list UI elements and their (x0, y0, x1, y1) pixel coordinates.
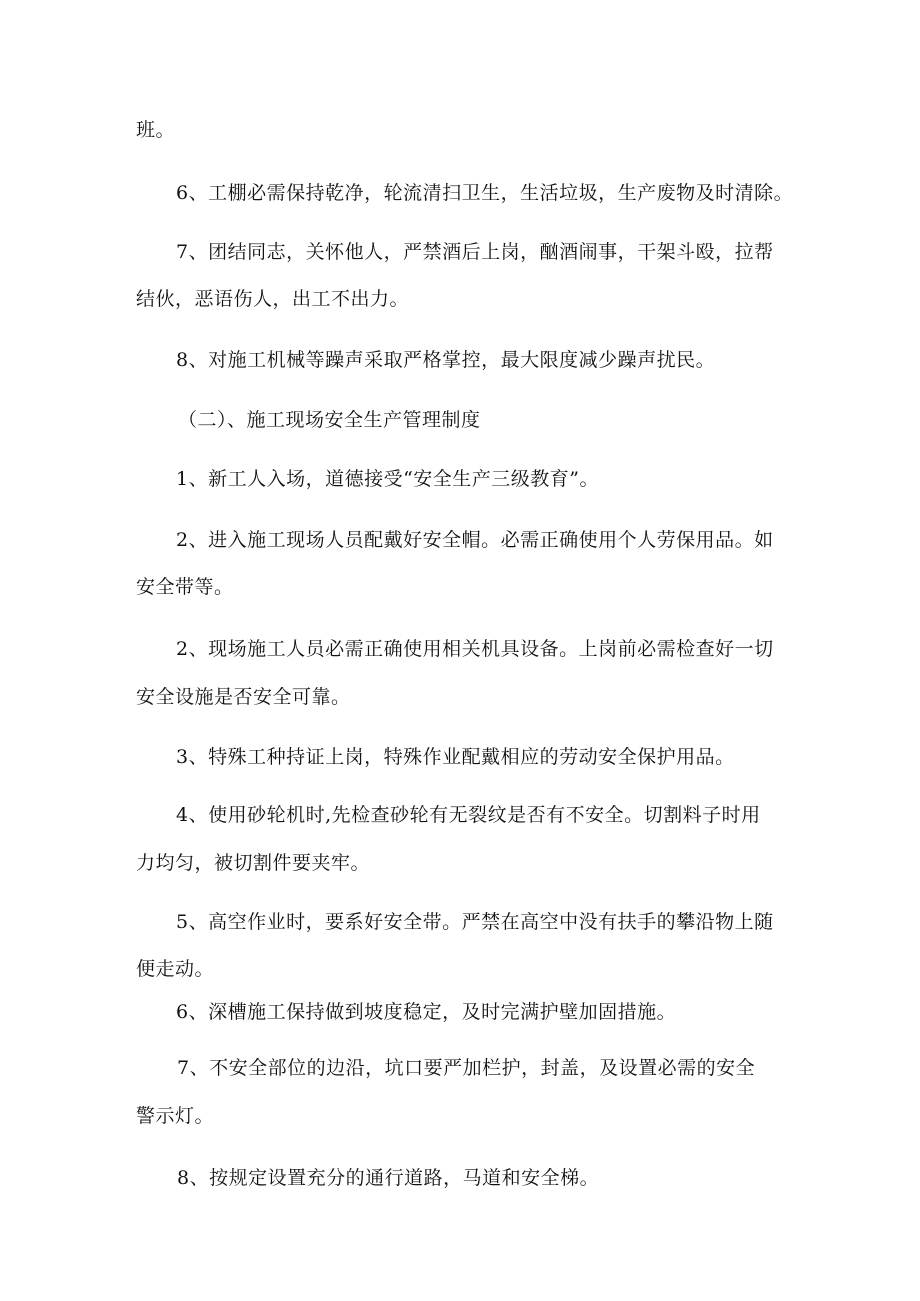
section-heading: （二）、施工现场安全生产管理制度 (178, 409, 481, 431)
paragraph-line: 6、工棚必需保持乾净，轮流清扫卫生，生活垃圾，生产废物及时清除。 (176, 182, 794, 204)
paragraph-line: 7、不安全部位的边沿，坑口要严加栏护，封盖，及设置必需的安全 (177, 1057, 756, 1079)
paragraph-line: 安全设施是否安全可靠。 (136, 686, 351, 708)
paragraph-line: 8、按规定设置充分的通行道路，马道和安全梯。 (177, 1167, 600, 1189)
paragraph-line: 1、新工人入场，道德接受“安全生产三级教育”。 (176, 468, 600, 490)
paragraph-line: 警示灯。 (136, 1105, 215, 1127)
paragraph-line: 2、进入施工现场人员配戴好安全帽。必需正确使用个人劳保用品。如 (176, 529, 774, 551)
paragraph-line: 3、特殊工种持证上岗，特殊作业配戴相应的劳动安全保护用品。 (176, 746, 735, 768)
paragraph-line: 便走动。 (136, 958, 215, 980)
paragraph-line: 6、深槽施工保持做到坡度稳定，及时完满护壁加固措施。 (176, 1001, 677, 1023)
paragraph-line: 2、现场施工人员必需正确使用相关机具设备。上岗前必需检查好一切 (176, 638, 774, 660)
paragraph-line: 结伙，恶语伤人，出工不出力。 (136, 288, 410, 310)
paragraph-line: 8、对施工机械等躁声采取严格掌控，最大限度减少躁声扰民。 (176, 349, 716, 371)
paragraph-line: 安全带等。 (136, 576, 234, 598)
paragraph-line: 5、高空作业时，要系好安全带。严禁在高空中没有扶手的攀沿物上随 (176, 911, 774, 933)
paragraph-line: 力均匀，被切割件要夹牢。 (136, 852, 371, 874)
paragraph-line: 7、团结同志，关怀他人，严禁酒后上岗，酗酒闹事，干架斗殴，拉帮 (176, 241, 774, 263)
paragraph-line: 4、使用砂轮机时,先检查砂轮有无裂纹是否有不安全。切割料子时用 (176, 804, 761, 826)
paragraph-line: 班。 (136, 119, 176, 141)
